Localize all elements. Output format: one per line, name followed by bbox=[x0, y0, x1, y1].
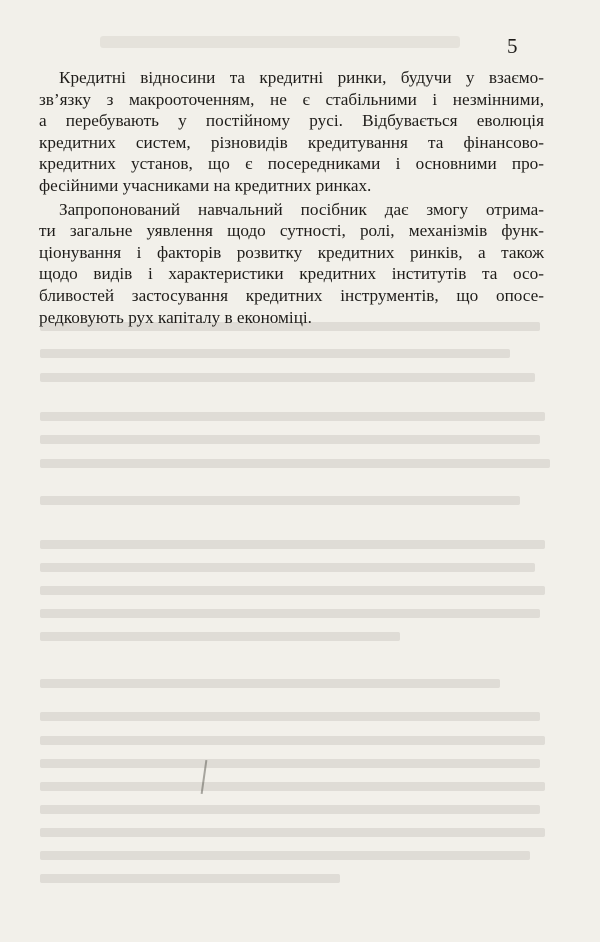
page-number: 5 bbox=[507, 34, 518, 58]
text-line: Запропонований навчальний посібник дає змогу отрима- bbox=[59, 199, 544, 219]
text-line: редковують рух капіталу в економіці. bbox=[39, 307, 312, 327]
bleed-through-mark bbox=[40, 435, 540, 444]
bleed-through-mark bbox=[40, 496, 520, 505]
bleed-through-mark bbox=[40, 736, 545, 745]
bleed-through-running-head bbox=[100, 36, 460, 48]
text-line: щодо видів і характеристики кредитних інститутів та осо- bbox=[39, 264, 544, 284]
bleed-through-mark bbox=[40, 459, 550, 468]
bleed-through-mark bbox=[40, 712, 540, 721]
bleed-through-mark bbox=[40, 563, 535, 572]
text-line: зв’язку з макрооточенням, не є стабільними і незмінними, bbox=[39, 89, 544, 109]
text-line: ти загальне уявлення щодо сутності, ролі, механізмів функ- bbox=[39, 221, 544, 241]
text-line: фесійними учасниками на кредитних ринках. bbox=[39, 175, 372, 195]
bleed-through-mark bbox=[40, 373, 535, 382]
bleed-through-mark bbox=[40, 586, 545, 595]
bleed-through-mark bbox=[40, 782, 545, 791]
bleed-through-mark bbox=[40, 805, 540, 814]
bleed-through-mark bbox=[40, 759, 540, 768]
body-text bbox=[39, 67, 544, 328]
text-line: бливостей застосування кредитних інструментів, що опосе- bbox=[39, 285, 544, 305]
bleed-through-mark bbox=[40, 412, 545, 421]
text-line: Кредитні відносини та кредитні ринки, будучи у взаємо- bbox=[59, 68, 544, 87]
text-line: а перебувають у постійному русі. Відбувається еволюція bbox=[39, 111, 544, 131]
text-line: кредитних систем, різновидів кредитування та фінансово- bbox=[39, 132, 544, 152]
bleed-through-mark bbox=[40, 828, 545, 837]
bleed-through-mark bbox=[40, 349, 510, 358]
bleed-through-mark bbox=[40, 540, 545, 549]
bleed-through-mark bbox=[40, 874, 340, 883]
bleed-through-mark bbox=[40, 609, 540, 618]
bleed-through-mark bbox=[40, 679, 500, 688]
paragraph bbox=[39, 199, 544, 329]
paragraph bbox=[39, 67, 544, 197]
bleed-through-mark bbox=[40, 632, 400, 641]
text-line: ціонування і факторів розвитку кредитних ринків, а також bbox=[39, 242, 544, 262]
text-line: кредитних установ, що є посередниками і основними про- bbox=[39, 154, 544, 174]
bleed-through-mark bbox=[40, 851, 530, 860]
